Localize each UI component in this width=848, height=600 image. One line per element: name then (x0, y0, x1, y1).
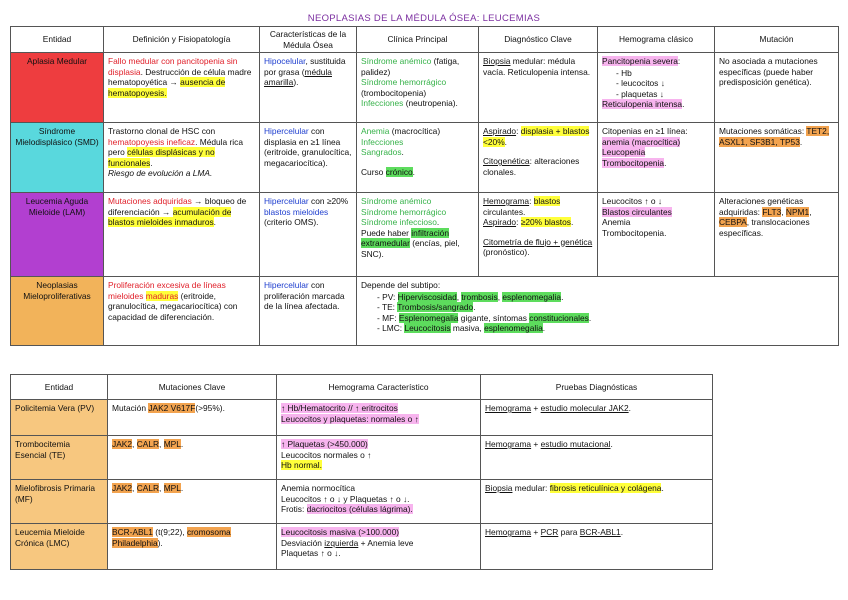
text: Curso (361, 166, 386, 177)
col-header-mutacion: Mutación (715, 27, 839, 53)
text: , (809, 206, 812, 217)
entity-cell: Aplasia Medular (11, 53, 104, 123)
mutation-cell: No asociada a mutaciones específicas (puede haber predisposición genética). (715, 53, 839, 123)
text: masiva, (450, 323, 485, 333)
entity-cell: Neoplasias Mieloproliferativas (11, 277, 104, 346)
text: . (412, 166, 415, 177)
highlight: trombosis (461, 291, 498, 302)
mutation-cell (108, 524, 277, 570)
marrow-cell (260, 193, 357, 277)
text: Síndrome hemorrágico (361, 206, 447, 217)
table-header-row (11, 375, 713, 400)
col-header-clinica: Clínica Principal (357, 27, 479, 53)
text: , (159, 483, 164, 493)
text: . (620, 527, 624, 537)
text: con displasia en ≥1 línea (eritroide, granulocítica, megacariocítica). (264, 126, 352, 168)
subtype-cell (357, 277, 839, 346)
highlight: BCR-ABL1 (112, 527, 153, 537)
col-header-medula: Características de la Médula Ósea (260, 27, 357, 53)
definition-cell (104, 123, 260, 193)
highlight: displasia + blastos <20% (483, 126, 590, 147)
text: (fatiga, palidez) (361, 56, 460, 77)
highlight: JAK2 (112, 439, 133, 449)
page-title: NEOPLASIAS DE LA MÉDULA ÓSEA: LEUCEMIAS (307, 13, 541, 24)
table-row-aplasia (11, 53, 839, 123)
highlight: constitucionales (529, 312, 589, 323)
col-header-entidad: Entidad (11, 375, 108, 400)
text: : (529, 196, 534, 206)
text: Hipercelular (264, 126, 309, 136)
text: Hemograma (485, 439, 532, 449)
text: Síndrome anémico (361, 196, 432, 206)
list-item-mf (377, 313, 834, 324)
text: , (497, 291, 503, 302)
text: Síndrome hemorrágico (361, 77, 447, 87)
text: Citometría de flujo + genética (483, 236, 593, 247)
text: médula amarilla (264, 66, 332, 87)
highlight: células displásicas y no funcionales (108, 147, 215, 168)
text: Hemograma (483, 196, 530, 206)
mpn-table (10, 374, 713, 570)
text: hematopoyesis ineficaz (108, 136, 196, 147)
text: BCR-ABL1 (579, 527, 621, 537)
text: , (132, 439, 137, 449)
highlight: ↑ Hb/Hematocrito // ↑ eritrocitos (281, 403, 398, 413)
highlight: acumulación de blastos mieloides inmaduros (108, 206, 232, 227)
subtype-list (361, 292, 834, 334)
highlight: ausencia de hematopoyesis. (108, 77, 226, 98)
text: . (401, 147, 404, 157)
text: Síndrome infeccioso (361, 217, 437, 227)
highlight: Leucopenia (602, 147, 646, 157)
text: . (180, 483, 184, 493)
highlight: NPM1 (785, 206, 810, 217)
highlight: maduras (145, 290, 179, 301)
text: gigante, síntomas (458, 312, 530, 323)
text: (pronóstico). (483, 247, 530, 257)
tests-cell (481, 480, 713, 524)
text: . (542, 323, 546, 333)
text: (eritroide, granulocítica, megacariocítica) con capacidad de diferenciación. (108, 290, 238, 322)
highlight: ↑ Plaquetas (>450.000) (281, 439, 368, 449)
text: , sustituida por grasa ( (264, 56, 346, 77)
text: (criterio OMS). (264, 217, 319, 227)
col-header-hemograma: Hemograma Característico (277, 375, 481, 400)
highlight: cromosoma Philadelphia (112, 527, 231, 548)
highlight: JAK2 V617F (148, 403, 196, 413)
text: + (531, 527, 541, 537)
highlight: esplenomegalia (502, 291, 562, 302)
blood-count-cell (598, 53, 715, 123)
highlight: Trombocitopenia (602, 157, 665, 168)
text: , translocaciones específicas. (719, 217, 810, 238)
highlight: TET2, ASXL1, SF3B1, TP53 (719, 126, 830, 147)
text: PCR (540, 527, 559, 537)
text: blastos mieloides (264, 206, 329, 217)
col-header-hemograma: Hemograma clásico (598, 27, 715, 53)
text: medular: (512, 483, 550, 493)
text: con proliferación marcada de la línea afectada. (264, 280, 345, 311)
col-header-definicion: Definición y Fisiopatología (104, 27, 260, 53)
entity-cell: Mielofibrosis Primaria (MF) (11, 480, 108, 524)
highlight: FLT3 (762, 206, 782, 217)
tests-cell (481, 436, 713, 480)
text: , (159, 439, 164, 449)
highlight: JAK2 (112, 483, 133, 493)
text: : alteraciones clonales. (483, 156, 580, 177)
text: . (799, 136, 803, 147)
text: . (150, 157, 153, 168)
marrow-cell (260, 123, 357, 193)
text: Hemograma (485, 403, 532, 413)
list-item-lmc (377, 323, 834, 334)
highlight: MPL (163, 483, 181, 493)
text: Trombocitopenia. (602, 227, 667, 238)
col-header-diagnostico: Diagnóstico Clave (479, 27, 598, 53)
text: Anemia (361, 126, 390, 136)
text: Aspirado (483, 126, 517, 136)
text: Hipocelular (264, 56, 306, 66)
clinic-cell (357, 123, 479, 193)
text: Puede haber (361, 227, 412, 238)
entity-cell: Síndrome Mielodisplásico (SMD) (11, 123, 104, 193)
text: . Destrucción de célula madre hematopoyética → (108, 66, 252, 87)
text: . (213, 217, 216, 227)
list-item-te (377, 302, 834, 313)
text: medular: médula vacía. Reticulopenia intensa. (483, 56, 591, 77)
tests-cell (481, 400, 713, 436)
text: . (682, 99, 685, 109)
course-line (361, 167, 474, 178)
text: Hipercelular (264, 196, 309, 206)
text: (encías, piel, SNC). (361, 238, 460, 259)
table-row-mf (11, 480, 713, 524)
col-header-pruebas: Pruebas Diagnósticas (481, 375, 713, 400)
highlight: CEBPA (719, 217, 747, 227)
table-row-te (11, 436, 713, 480)
highlight: dacriocitos (células lágrima). (306, 504, 413, 514)
diagnosis-cell (479, 193, 598, 277)
text: Proliferación excesiva de líneas mieloides (108, 280, 226, 301)
highlight: Trombosis/sangrado (397, 302, 474, 312)
blood-count-list (602, 68, 710, 100)
entity-cell: Policitemia Vera (PV) (11, 400, 108, 436)
text: . (628, 403, 631, 413)
leukemia-table (10, 26, 839, 346)
list-item: - leucocitos ↓ (616, 78, 710, 89)
text: : (677, 56, 681, 66)
text: Aspirado (483, 217, 517, 227)
text: (neutropenia). (403, 98, 458, 108)
definition-cell (104, 277, 260, 346)
text: (>95%). (195, 403, 225, 413)
text: izquierda (324, 537, 359, 548)
text: Infecciones (361, 136, 404, 147)
highlight: Hiperviscosidad (397, 291, 457, 302)
text: (macrocítica) (389, 126, 441, 136)
list-item-pv (377, 292, 834, 303)
col-header-mutaciones: Mutaciones Clave (108, 375, 277, 400)
text: . (436, 217, 440, 227)
text: , (781, 206, 786, 217)
entity-cell: Leucemia Aguda Mieloide (LAM) (11, 193, 104, 277)
text: Hipercelular (264, 280, 309, 290)
marrow-cell (260, 53, 357, 123)
text: TE: (381, 302, 398, 312)
mutation-cell (108, 400, 277, 436)
diagnosis-cell (479, 123, 598, 193)
table-row-lmc (11, 524, 713, 570)
table-row-neoplasias (11, 277, 839, 346)
text: Fallo medular con pancitopenia sin displasia (108, 56, 238, 77)
highlight: Reticulopenia intensa (602, 99, 683, 109)
text: Citopenias en ≥1 línea: (602, 126, 688, 136)
mutation-cell (715, 123, 839, 193)
text: Biopsia (485, 483, 513, 493)
text: para (558, 527, 580, 537)
table-row-pv (11, 400, 713, 436)
blood-count-cell (277, 436, 481, 480)
highlight: Hb normal. (281, 460, 322, 470)
highlight: Esplenomegalia (398, 312, 459, 323)
table-header-row (11, 27, 839, 53)
mutation-cell (108, 480, 277, 524)
text: . (661, 483, 664, 493)
blood-count-cell (277, 400, 481, 436)
text: : (516, 217, 521, 227)
highlight: ≥20% blastos (520, 217, 571, 227)
text: circulantes. (483, 206, 526, 217)
highlight: Leucocitos y plaquetas: normales o ↑ (281, 413, 419, 424)
definition-cell (104, 53, 260, 123)
text: Riesgo de evolución a LMA. (108, 168, 213, 178)
text: Leucocitos ↑ o ↓ y Plaquetas ↑ o ↓. (281, 493, 410, 504)
text: Leucocitos ↑ o ↓ (602, 196, 663, 206)
list-item: - plaquetas ↓ (616, 89, 710, 100)
clinic-cell (357, 53, 479, 123)
blood-count-cell (277, 480, 481, 524)
entity-cell: Trombocitemia Esencial (TE) (11, 436, 108, 480)
text: con ≥20% (308, 196, 349, 206)
highlight: crónico (385, 166, 413, 177)
text: Mutación (112, 403, 149, 413)
text: + Anemia leve (358, 537, 414, 548)
highlight: Leucocitosis masiva (>100.000) (281, 527, 400, 537)
marrow-cell (260, 277, 357, 346)
text: Mutaciones adquiridas (108, 196, 192, 206)
cytogenetics-line (483, 156, 593, 177)
text: Anemia (602, 217, 631, 227)
text: . (588, 312, 592, 323)
text: LMC: (382, 323, 405, 333)
text: estudio molecular JAK2 (540, 403, 629, 413)
highlight: CALR (136, 483, 160, 493)
text: ). (293, 77, 299, 87)
highlight: Leucocitosis (404, 323, 451, 333)
entity-cell: Leucemia Mieloide Crónica (LMC) (11, 524, 108, 570)
text: Sangrados (361, 147, 402, 157)
table-row-lam (11, 193, 839, 277)
highlight: anemia (macrocítica) (602, 136, 681, 147)
text: + (531, 439, 541, 449)
highlight: fibrosis reticulínica y colágena (549, 483, 662, 493)
text: Biopsia (483, 56, 511, 66)
table-row-smd (11, 123, 839, 193)
text: . (610, 439, 613, 449)
mutation-cell (108, 436, 277, 480)
text: . (561, 291, 564, 302)
text: . (504, 136, 507, 147)
blood-count-cell (277, 524, 481, 570)
highlight: esplenomegalia (484, 323, 543, 333)
text: . (570, 217, 574, 227)
text: → bloqueo de diferenciación → (108, 196, 247, 217)
text: Hemograma (485, 527, 532, 537)
text: (trombocitopenia) (361, 87, 427, 98)
highlight: MPL (163, 439, 181, 449)
mutation-cell (715, 193, 839, 277)
text: Plaquetas ↑ o ↓. (281, 548, 341, 558)
text: Mutaciones somáticas: (719, 126, 807, 136)
text: Desviación (281, 537, 325, 548)
text: : (516, 126, 521, 136)
text: Leucocitos normales o ↑ (281, 449, 372, 460)
text: . (473, 302, 476, 312)
highlight: Blastos circulantes (602, 206, 672, 217)
diagnosis-cell (479, 53, 598, 123)
text: Citogenética (483, 156, 530, 166)
text: Infecciones (361, 98, 404, 108)
text: Trastorno clonal de HSC con (108, 126, 216, 136)
highlight: blastos (533, 196, 561, 206)
col-header-entidad: Entidad (11, 27, 104, 53)
text: . (664, 157, 667, 168)
definition-cell (104, 193, 260, 277)
tests-cell (481, 524, 713, 570)
list-item: - Hb (616, 68, 710, 79)
text: , (132, 483, 137, 493)
text: ). (157, 537, 163, 548)
text: Síndrome anémico (361, 56, 432, 66)
text: . Médula rica pero (108, 136, 244, 157)
text: (t(9;22), (152, 527, 187, 537)
text: MF: (382, 312, 399, 323)
text: Anemia normocítica (281, 483, 356, 493)
text: . (180, 439, 184, 449)
text: + (531, 403, 541, 413)
text: Alteraciones genéticas adquiridas: (719, 196, 804, 217)
text: , (456, 291, 462, 302)
highlight: infiltración extramedular (361, 227, 450, 248)
clinic-cell (357, 193, 479, 277)
text: PV: (382, 291, 398, 302)
highlight: CALR (136, 439, 160, 449)
text: estudio mutacional (540, 439, 611, 449)
text: Frotis: (281, 504, 307, 514)
flow-line (483, 237, 593, 258)
blood-count-cell (598, 193, 715, 277)
highlight: Pancitopenia severa (602, 56, 678, 66)
text: Depende del subtipo: (361, 280, 441, 290)
blood-count-cell (598, 123, 715, 193)
